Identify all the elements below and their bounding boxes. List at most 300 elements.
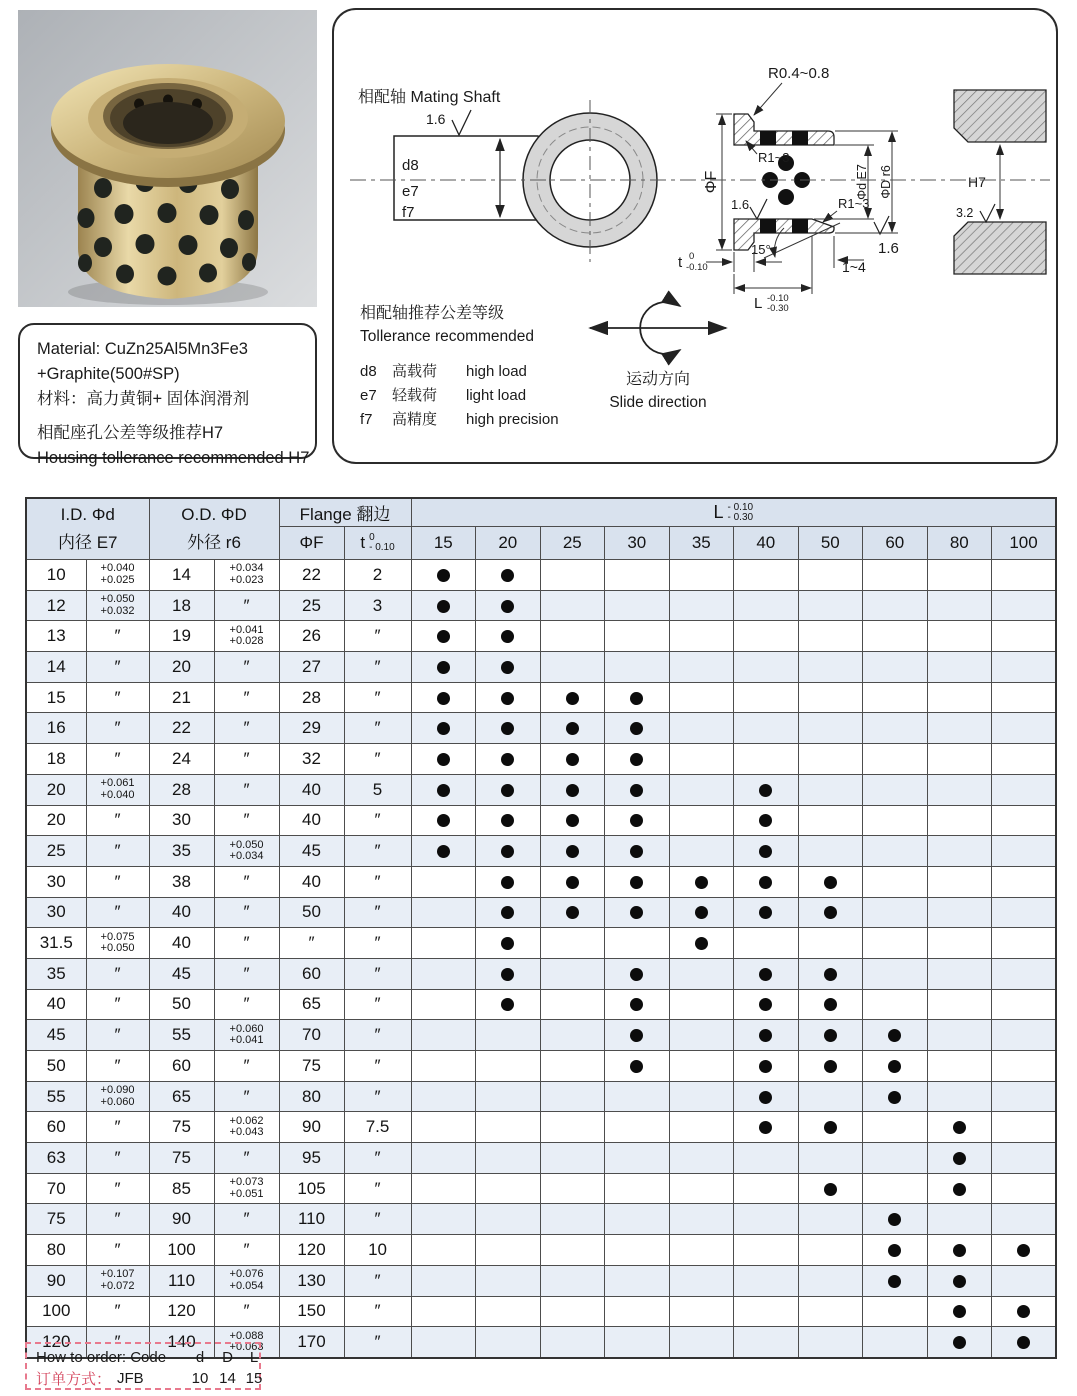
flange-f-cell: ″ xyxy=(279,928,344,959)
order-val-D: 14 xyxy=(219,1370,236,1387)
availability-dot xyxy=(953,1183,966,1196)
length-cell xyxy=(476,560,541,591)
length-cell xyxy=(992,1235,1057,1266)
length-cell xyxy=(992,958,1057,989)
length-cell xyxy=(411,621,476,652)
id-tol-cell: +0.090 +0.060 xyxy=(86,1081,149,1112)
length-cell xyxy=(411,682,476,713)
length-cell xyxy=(927,866,992,897)
length-cell xyxy=(798,1020,863,1051)
length-cell xyxy=(476,805,541,836)
availability-dot xyxy=(824,1183,837,1196)
flange-f-cell: 130 xyxy=(279,1265,344,1296)
length-cell xyxy=(540,1143,605,1174)
length-cell xyxy=(605,1081,670,1112)
length-cell xyxy=(798,713,863,744)
chamfer-length-label: 1~4 xyxy=(842,259,866,275)
availability-dot xyxy=(759,845,772,858)
length-cell xyxy=(927,1235,992,1266)
id-value-cell: 75 xyxy=(26,1204,86,1235)
length-cell xyxy=(927,590,992,621)
flange-t-cell: ″ xyxy=(344,805,411,836)
length-cell xyxy=(863,560,928,591)
flange-t-cell: ″ xyxy=(344,1081,411,1112)
availability-dot xyxy=(501,845,514,858)
l-col-header: 40 xyxy=(734,527,799,560)
length-cell xyxy=(992,774,1057,805)
table-row xyxy=(26,744,1056,775)
length-cell xyxy=(476,866,541,897)
id-value-cell: 30 xyxy=(26,866,86,897)
id-tol-cell: ″ xyxy=(86,652,149,683)
availability-dot xyxy=(953,1244,966,1257)
length-cell xyxy=(798,1235,863,1266)
length-cell xyxy=(411,1081,476,1112)
housing-h7-label: H7 xyxy=(968,174,986,190)
od-tol-cell: ″ xyxy=(214,744,279,775)
id-value-cell: 55 xyxy=(26,1081,86,1112)
length-cell xyxy=(669,989,734,1020)
flange-f-cell: 80 xyxy=(279,1081,344,1112)
grade-line-d8: d8 高载荷 high load xyxy=(360,363,527,380)
length-cell xyxy=(734,590,799,621)
flange-f-cell: 170 xyxy=(279,1327,344,1358)
l-col-header: 100 xyxy=(992,527,1057,560)
availability-dot xyxy=(566,784,579,797)
flange-f-cell: 70 xyxy=(279,1020,344,1051)
length-cell xyxy=(669,1081,734,1112)
length-cell xyxy=(798,928,863,959)
availability-dot xyxy=(888,1213,901,1226)
length-cell xyxy=(411,1112,476,1143)
flange-f-cell: 40 xyxy=(279,805,344,836)
flange-t-cell: ″ xyxy=(344,928,411,959)
length-cell xyxy=(798,1051,863,1082)
length-cell xyxy=(540,1020,605,1051)
length-cell xyxy=(540,836,605,867)
availability-dot xyxy=(953,1305,966,1318)
length-cell xyxy=(734,1051,799,1082)
od-tol-cell: ″ xyxy=(214,682,279,713)
length-cell xyxy=(605,897,670,928)
length-cell xyxy=(411,897,476,928)
dim-phi-f-label: ΦF xyxy=(703,170,720,194)
id-value-cell: 25 xyxy=(26,836,86,867)
table-row xyxy=(26,652,1056,683)
length-cell xyxy=(605,744,670,775)
id-value-cell: 70 xyxy=(26,1173,86,1204)
availability-dot xyxy=(824,1121,837,1134)
length-cell xyxy=(476,928,541,959)
length-cell xyxy=(734,1204,799,1235)
material-line-en2: +Graphite(500#SP) xyxy=(37,365,180,383)
length-cell xyxy=(411,774,476,805)
length-cell xyxy=(669,1235,734,1266)
od-tol-cell: ″ xyxy=(214,805,279,836)
availability-dot xyxy=(824,906,837,919)
length-cell xyxy=(411,713,476,744)
availability-dot xyxy=(437,722,450,735)
length-cell xyxy=(669,1112,734,1143)
length-cell xyxy=(605,1265,670,1296)
length-cell xyxy=(863,1296,928,1327)
housing-bottom-block xyxy=(954,222,1046,274)
flange-t-cell: ″ xyxy=(344,958,411,989)
length-cell xyxy=(476,774,541,805)
table-row xyxy=(26,1051,1056,1082)
availability-dot xyxy=(630,968,643,981)
length-cell xyxy=(992,1296,1057,1327)
od-tol-cell: ″ xyxy=(214,590,279,621)
od-value-cell: 85 xyxy=(149,1173,214,1204)
length-cell xyxy=(863,590,928,621)
od-value-cell: 38 xyxy=(149,866,214,897)
length-cell xyxy=(476,621,541,652)
id-value-cell: 13 xyxy=(26,621,86,652)
length-cell xyxy=(540,590,605,621)
id-value-cell: 14 xyxy=(26,652,86,683)
dim-L-label: L xyxy=(754,295,763,312)
length-cell xyxy=(669,1020,734,1051)
availability-dot xyxy=(501,753,514,766)
length-cell xyxy=(605,560,670,591)
od-value-cell: 60 xyxy=(149,1051,214,1082)
length-cell xyxy=(992,590,1057,621)
availability-dot xyxy=(953,1152,966,1165)
availability-dot xyxy=(630,876,643,889)
order-box xyxy=(25,1342,261,1390)
length-cell xyxy=(992,1173,1057,1204)
length-cell xyxy=(798,836,863,867)
length-cell xyxy=(927,1204,992,1235)
flange-t-cell: ″ xyxy=(344,1143,411,1174)
length-cell xyxy=(540,774,605,805)
availability-dot xyxy=(501,722,514,735)
od-value-cell: 75 xyxy=(149,1112,214,1143)
technical-drawing xyxy=(334,10,1056,462)
length-cell xyxy=(863,652,928,683)
length-cell xyxy=(798,989,863,1020)
length-cell xyxy=(669,682,734,713)
material-line-cn: 材料：高力黄铜+ 固体润滑剂 xyxy=(37,390,250,408)
od-value-cell: 110 xyxy=(149,1265,214,1296)
flange-f-cell: 32 xyxy=(279,744,344,775)
flange-t-cell: 10 xyxy=(344,1235,411,1266)
length-cell xyxy=(605,1051,670,1082)
length-cell xyxy=(927,560,992,591)
length-cell xyxy=(540,744,605,775)
length-cell xyxy=(798,866,863,897)
length-cell xyxy=(863,1204,928,1235)
od-value-cell: 21 xyxy=(149,682,214,713)
length-cell xyxy=(927,682,992,713)
id-tol-cell: ″ xyxy=(86,1327,149,1358)
availability-dot xyxy=(566,845,579,858)
length-cell xyxy=(863,774,928,805)
length-cell xyxy=(734,774,799,805)
dim-t-label: t xyxy=(678,254,683,271)
availability-dot xyxy=(501,876,514,889)
length-cell xyxy=(992,1081,1057,1112)
length-cell xyxy=(863,866,928,897)
length-cell xyxy=(411,989,476,1020)
length-cell xyxy=(540,1081,605,1112)
availability-dot xyxy=(437,569,450,582)
length-cell xyxy=(734,836,799,867)
length-cell xyxy=(798,1204,863,1235)
length-cell xyxy=(669,1265,734,1296)
length-cell xyxy=(992,621,1057,652)
length-cell xyxy=(669,652,734,683)
od-value-cell: 75 xyxy=(149,1143,214,1174)
id-tol-cell: ″ xyxy=(86,682,149,713)
table-row xyxy=(26,1112,1056,1143)
od-value-cell: 19 xyxy=(149,621,214,652)
length-cell xyxy=(927,1173,992,1204)
od-value-cell: 140 xyxy=(149,1327,214,1358)
length-cell xyxy=(734,1081,799,1112)
roughness-symbol xyxy=(452,110,471,135)
id-tol-cell: +0.075 +0.050 xyxy=(86,928,149,959)
bore-roughness-label: 1.6 xyxy=(731,197,750,212)
length-cell xyxy=(863,1112,928,1143)
od-value-cell: 45 xyxy=(149,958,214,989)
od-tol-cell: ″ xyxy=(214,652,279,683)
length-cell xyxy=(669,958,734,989)
flange-t-cell: 2 xyxy=(344,560,411,591)
length-header: L - 0.10 - 0.30 xyxy=(411,498,1056,527)
availability-dot xyxy=(953,1336,966,1349)
l-col-header: 50 xyxy=(798,527,863,560)
flange-t-cell: ″ xyxy=(344,621,411,652)
availability-dot xyxy=(824,1029,837,1042)
od-value-cell: 30 xyxy=(149,805,214,836)
availability-dot xyxy=(437,600,450,613)
id-tol-cell: ″ xyxy=(86,989,149,1020)
order-row-codes xyxy=(36,1347,259,1368)
length-cell xyxy=(798,1112,863,1143)
length-cell xyxy=(863,1143,928,1174)
availability-dot xyxy=(759,1121,772,1134)
od-value-cell: 120 xyxy=(149,1296,214,1327)
od-tol-cell: ″ xyxy=(214,713,279,744)
length-cell xyxy=(411,1051,476,1082)
length-cell xyxy=(411,1327,476,1358)
length-cell xyxy=(605,1327,670,1358)
length-cell xyxy=(734,1235,799,1266)
od-value-cell: 14 xyxy=(149,560,214,591)
shaft-roughness-label: 1.6 xyxy=(426,111,446,127)
length-cell xyxy=(927,774,992,805)
table-row xyxy=(26,1265,1056,1296)
length-cell xyxy=(540,1204,605,1235)
id-tol-cell: ″ xyxy=(86,836,149,867)
length-cell xyxy=(540,713,605,744)
length-cell xyxy=(927,1020,992,1051)
length-cell xyxy=(863,1265,928,1296)
id-value-cell: 35 xyxy=(26,958,86,989)
order-code: JFB xyxy=(117,1370,144,1387)
product-photo xyxy=(18,10,317,307)
length-cell xyxy=(476,897,541,928)
length-cell xyxy=(476,1173,541,1204)
availability-dot xyxy=(695,937,708,950)
order-cn-label: 订单方式： xyxy=(36,1371,112,1388)
slide-direction-en: Slide direction xyxy=(609,394,707,411)
section-bottom-wall xyxy=(734,219,834,250)
table-body xyxy=(26,560,1056,1358)
length-cell xyxy=(605,1020,670,1051)
length-cell xyxy=(734,958,799,989)
availability-dot xyxy=(759,1029,772,1042)
length-cell xyxy=(605,1296,670,1327)
id-value-cell: 120 xyxy=(26,1327,86,1358)
availability-dot xyxy=(630,814,643,827)
od-value-cell: 40 xyxy=(149,897,214,928)
length-cell xyxy=(476,1081,541,1112)
od-tol-cell: +0.088 +0.063 xyxy=(214,1327,279,1358)
flange-f-cell: 60 xyxy=(279,958,344,989)
id-value-cell: 40 xyxy=(26,989,86,1020)
od-tol-cell: ″ xyxy=(214,989,279,1020)
slide-direction-cn: 运动方向 xyxy=(625,371,691,388)
length-cell xyxy=(605,713,670,744)
flange-f-cell: 45 xyxy=(279,836,344,867)
dimension-table xyxy=(25,497,1057,1359)
availability-dot xyxy=(630,692,643,705)
length-cell xyxy=(863,1327,928,1358)
tolerance-title-en: Tollerance recommended xyxy=(360,328,535,345)
length-cell xyxy=(992,652,1057,683)
length-cell xyxy=(669,1327,734,1358)
table-row xyxy=(26,682,1056,713)
availability-dot xyxy=(630,1029,643,1042)
order-col-L: L xyxy=(249,1349,259,1366)
length-cell xyxy=(734,744,799,775)
id-tol-cell: ″ xyxy=(86,1143,149,1174)
length-cell xyxy=(798,1296,863,1327)
length-cell xyxy=(669,1143,734,1174)
id-tol-cell: ″ xyxy=(86,1112,149,1143)
id-tol-cell: ″ xyxy=(86,897,149,928)
length-cell xyxy=(411,1296,476,1327)
length-cell xyxy=(734,1296,799,1327)
length-cell xyxy=(927,958,992,989)
availability-dot xyxy=(824,968,837,981)
id-value-cell: 31.5 xyxy=(26,928,86,959)
length-cell xyxy=(927,1143,992,1174)
flange-t-cell: ″ xyxy=(344,713,411,744)
length-cell xyxy=(992,1051,1057,1082)
flange-t-cell: ″ xyxy=(344,1327,411,1358)
length-cell xyxy=(992,682,1057,713)
length-cell xyxy=(669,1051,734,1082)
od-tol-cell: +0.073 +0.051 xyxy=(214,1173,279,1204)
length-cell xyxy=(605,1204,670,1235)
length-cell xyxy=(605,774,670,805)
length-cell xyxy=(734,560,799,591)
length-cell xyxy=(798,805,863,836)
length-cell xyxy=(669,836,734,867)
order-val-d: 10 xyxy=(191,1370,209,1387)
availability-dot xyxy=(759,876,772,889)
availability-dot xyxy=(437,753,450,766)
id-value-cell: 20 xyxy=(26,774,86,805)
length-cell xyxy=(540,1327,605,1358)
length-cell xyxy=(734,897,799,928)
l-col-header: 80 xyxy=(927,527,992,560)
flange-f-cell: 65 xyxy=(279,989,344,1020)
length-cell xyxy=(798,774,863,805)
dim-L-tol-top: -0.10 xyxy=(767,293,789,304)
shaft-grade-e7: e7 xyxy=(402,183,419,200)
availability-dot xyxy=(566,692,579,705)
flange-t-cell: ″ xyxy=(344,866,411,897)
length-cell xyxy=(605,1112,670,1143)
id-tol-cell: ″ xyxy=(86,1235,149,1266)
length-cell xyxy=(540,1112,605,1143)
od-value-cell: 24 xyxy=(149,744,214,775)
length-cell xyxy=(411,958,476,989)
flange-f-cell: 26 xyxy=(279,621,344,652)
roughness-symbol xyxy=(750,199,767,219)
table-row xyxy=(26,1020,1056,1051)
length-cell xyxy=(411,836,476,867)
availability-dot xyxy=(501,906,514,919)
length-cell xyxy=(540,1173,605,1204)
flange-f-cell: 27 xyxy=(279,652,344,683)
length-cell xyxy=(669,744,734,775)
dim-t-tol-top: 0 xyxy=(689,251,695,262)
length-cell xyxy=(411,1143,476,1174)
length-cell xyxy=(411,866,476,897)
id-value-cell: 30 xyxy=(26,897,86,928)
flange-t-cell: ″ xyxy=(344,1296,411,1327)
flange-f-cell: 29 xyxy=(279,713,344,744)
length-cell xyxy=(605,928,670,959)
availability-dot xyxy=(1017,1336,1030,1349)
length-cell xyxy=(863,1081,928,1112)
length-cell xyxy=(540,1296,605,1327)
table-row xyxy=(26,897,1056,928)
length-cell xyxy=(927,805,992,836)
length-cell xyxy=(605,652,670,683)
end-roughness-label: 1.6 xyxy=(878,240,899,257)
l-col-header: 30 xyxy=(605,527,670,560)
availability-dot xyxy=(630,845,643,858)
flange-f-cell: 40 xyxy=(279,774,344,805)
length-cell xyxy=(734,989,799,1020)
od-tol-cell: +0.034 +0.023 xyxy=(214,560,279,591)
length-cell xyxy=(992,1327,1057,1358)
od-value-cell: 65 xyxy=(149,1081,214,1112)
length-cell xyxy=(476,958,541,989)
material-info-box xyxy=(18,323,317,467)
length-cell xyxy=(476,1235,541,1266)
flange-f-cell: 40 xyxy=(279,866,344,897)
length-cell xyxy=(669,1204,734,1235)
table-row xyxy=(26,774,1056,805)
id-tol-cell: +0.050 +0.032 xyxy=(86,590,149,621)
graphite-plug xyxy=(760,219,776,233)
availability-dot xyxy=(759,906,772,919)
length-cell xyxy=(411,744,476,775)
length-cell xyxy=(605,1173,670,1204)
length-cell xyxy=(992,744,1057,775)
length-cell xyxy=(798,958,863,989)
availability-dot xyxy=(437,630,450,643)
technical-drawing-panel xyxy=(332,8,1058,464)
